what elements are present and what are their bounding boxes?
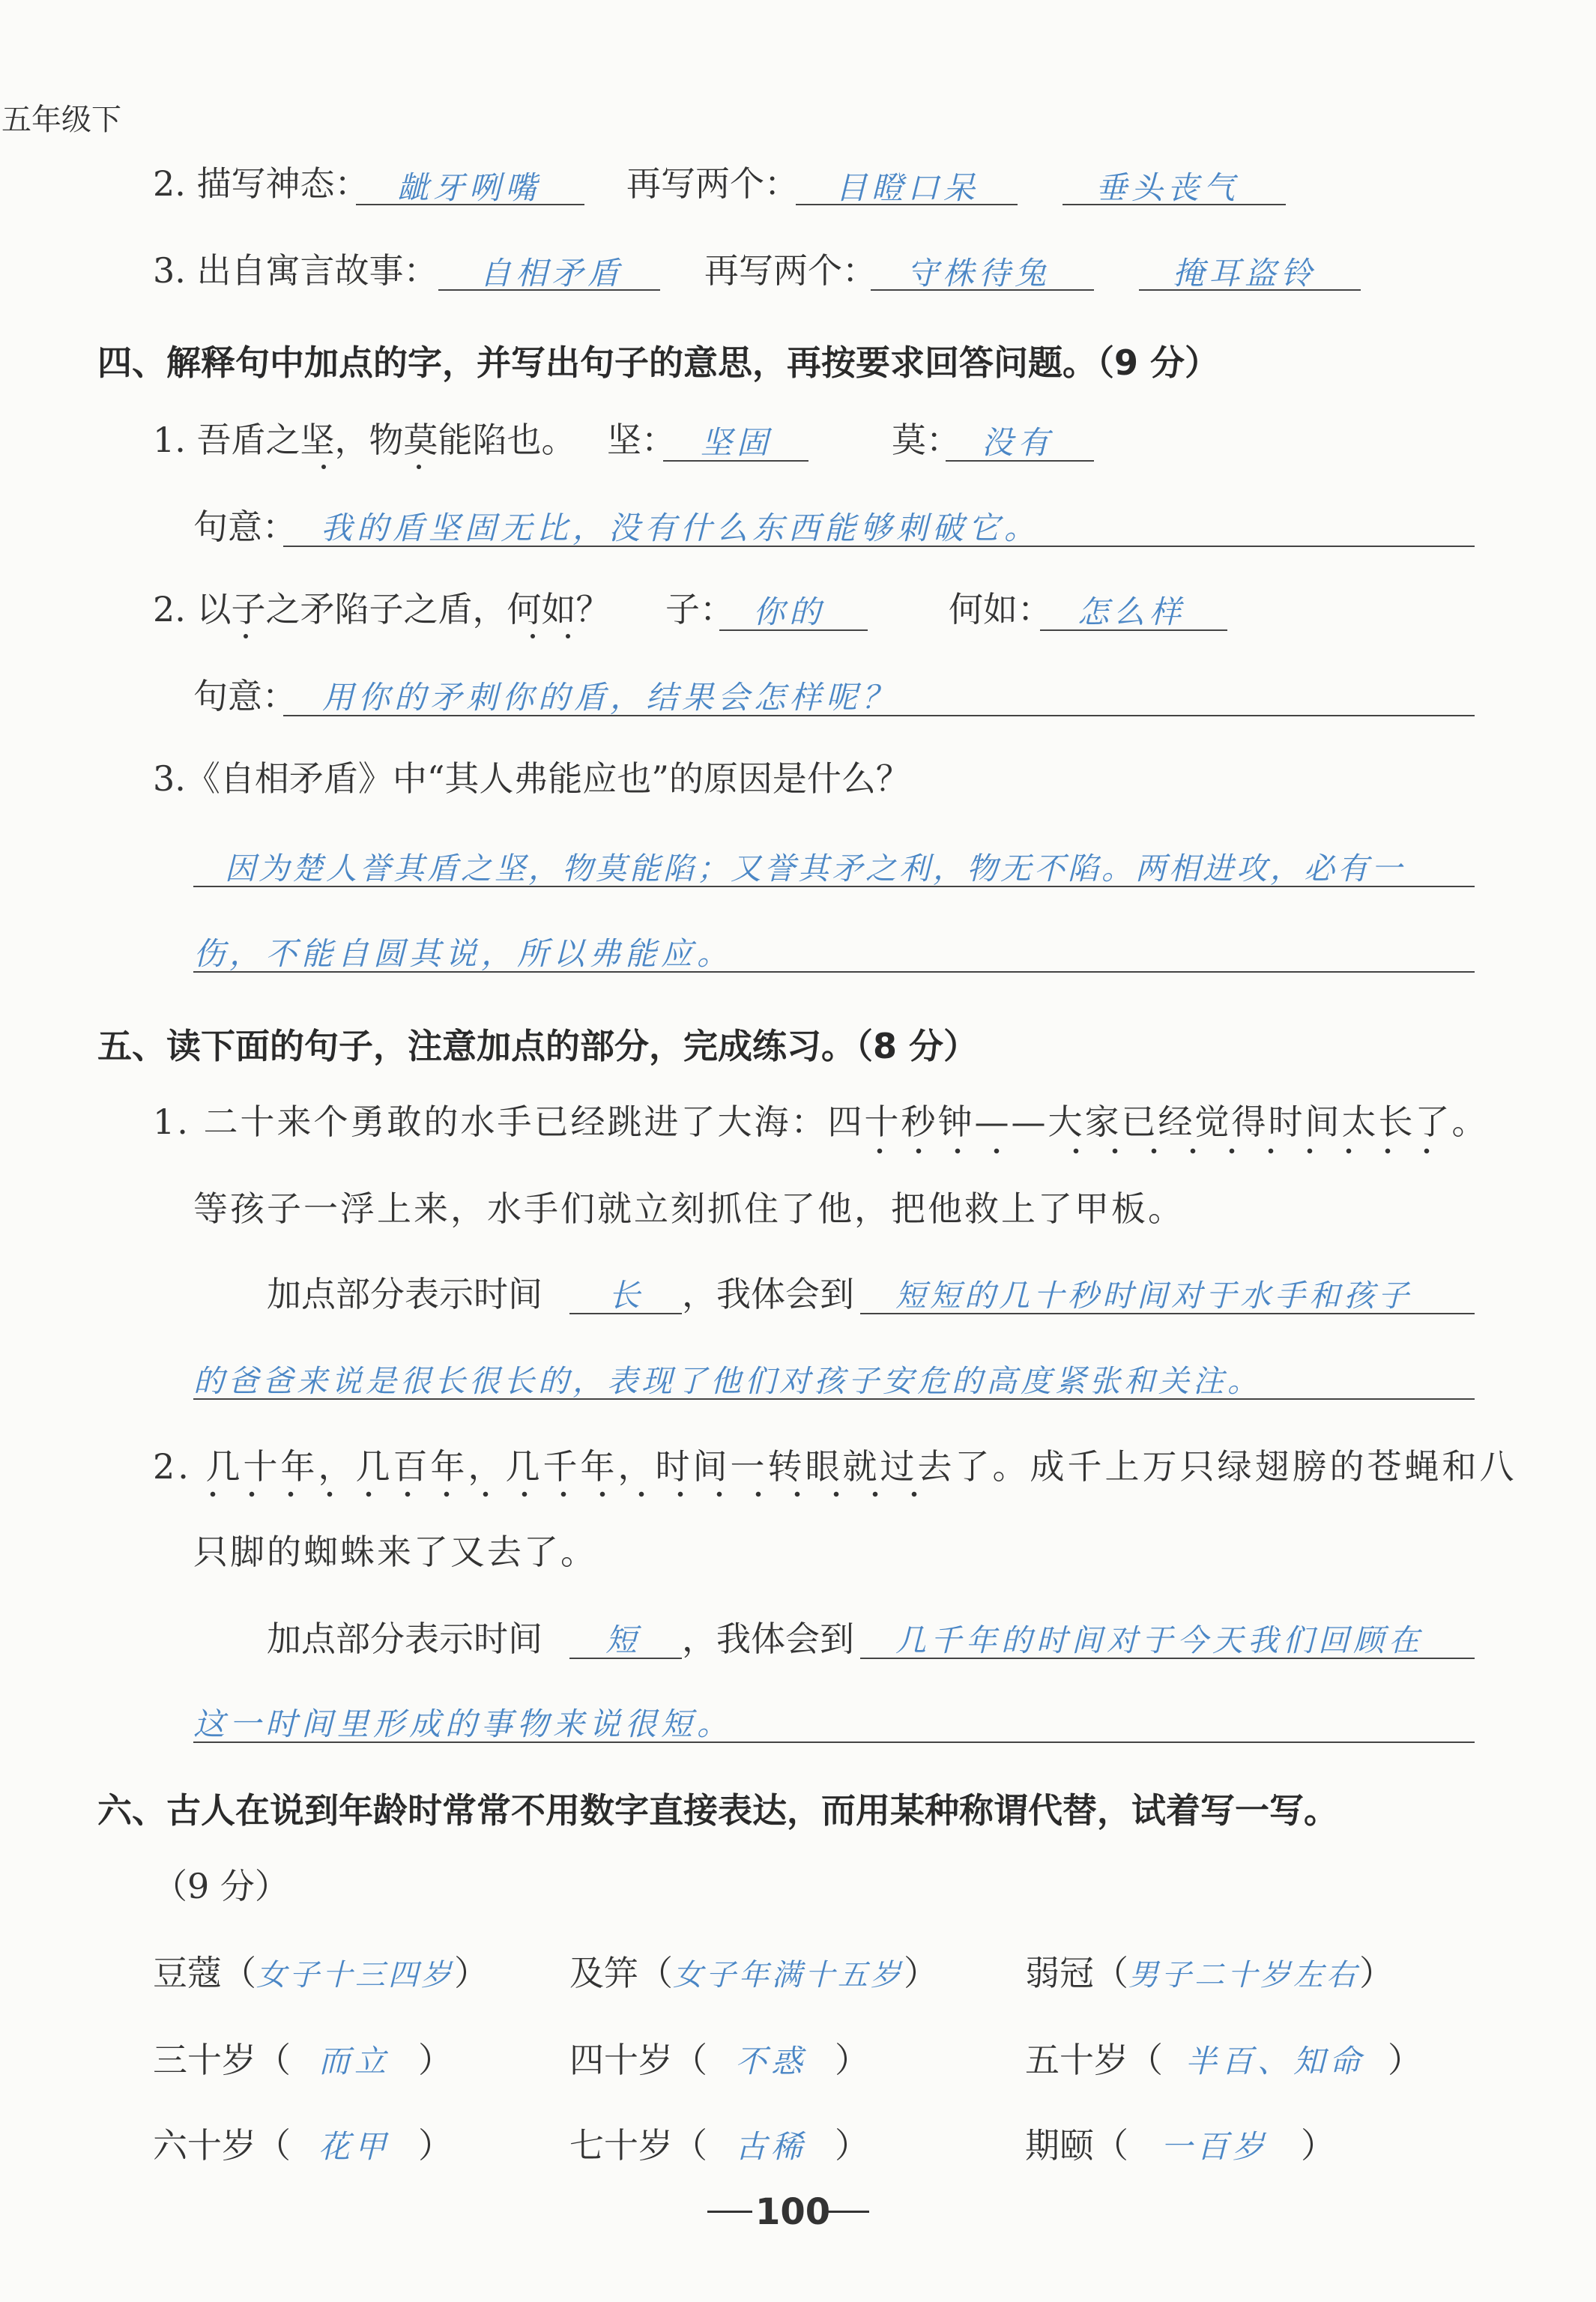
age-term: 七十岁（ 古稀 ） bbox=[569, 2125, 869, 2166]
answer-text: 掩耳盗铃 bbox=[1173, 255, 1317, 291]
question-label: 2. 描写神态： bbox=[153, 163, 369, 204]
age-term: 及笄（女子年满十五岁） bbox=[569, 1953, 938, 1993]
emphasis-dots bbox=[193, 1491, 935, 1497]
prompt-text: 再写两个： bbox=[626, 163, 799, 204]
answer-text: 怎么样 bbox=[1077, 593, 1186, 630]
meaning-label: 句意： bbox=[193, 507, 297, 547]
answer-text: 守株待兔 bbox=[907, 255, 1051, 291]
answer-text: 你的 bbox=[753, 593, 826, 630]
question-text: 3.《自相矛盾》中“其人弗能应也”的原因是什么？ bbox=[153, 758, 910, 799]
emphasis-dot bbox=[244, 634, 248, 638]
age-term: 三十岁（ 而立 ） bbox=[153, 2040, 453, 2080]
classical-sentence: 2. 以子之矛陷子之盾，何如？ bbox=[153, 589, 611, 629]
answer-text: 一百岁 bbox=[1160, 2128, 1269, 2165]
answer-text: 目瞪口呆 bbox=[835, 169, 980, 206]
answer-text: 用你的矛刺你的盾，结果会怎样呢？ bbox=[322, 679, 898, 716]
prompt-text: 再写两个： bbox=[704, 250, 877, 291]
passage-line: 1. 二十来个勇敢的水手已经跳进了大海：四十秒钟——大家已经觉得时间太长了。 bbox=[153, 1102, 1489, 1142]
emphasis-dot bbox=[321, 465, 326, 469]
section-6-score: （9 分） bbox=[153, 1866, 289, 1906]
key-char: 莫： bbox=[892, 420, 961, 460]
answer-text: 的爸爸来说是很长很长的，表现了他们对孩子安危的高度紧张和关注。 bbox=[193, 1363, 1262, 1399]
key-char: 坚： bbox=[607, 420, 676, 460]
question-label: 3. 出自寓言故事： bbox=[153, 250, 438, 291]
answer-text: 半百、知命 bbox=[1185, 2043, 1365, 2079]
emphasis-dots bbox=[1057, 1148, 1457, 1154]
answer-text: 古稀 bbox=[734, 2128, 807, 2165]
answer-text: 因为楚人誉其盾之坚，物莫能陷；又誉其矛之利，物无不陷。两相进攻，必有一 bbox=[225, 851, 1405, 886]
section-6-title: 六、古人在说到年龄时常常不用数字直接表达，而用某种称谓代替，试着写一写。 bbox=[97, 1790, 1338, 1831]
divider bbox=[707, 2211, 752, 2213]
passage-line: 等孩子一浮上来，水手们就立刻抓住了他，把他救上了甲板。 bbox=[193, 1188, 1185, 1229]
emphasis-dot bbox=[417, 465, 421, 469]
answer-text: 长 bbox=[608, 1277, 645, 1314]
passage-line: 2. 几十年，几百年，几千年，时间一转眼就过去了。成千上万只绿翅膀的苍蝇和八 bbox=[153, 1446, 1517, 1487]
age-term: 六十岁（ 花甲 ） bbox=[153, 2125, 453, 2166]
meaning-label: 句意： bbox=[193, 676, 297, 716]
answer-text: 几千年的时间对于今天我们回顾在 bbox=[895, 1622, 1424, 1658]
answer-text: 垂头丧气 bbox=[1095, 169, 1240, 206]
answer-text: 这一时间里形成的事物来说很短。 bbox=[193, 1706, 734, 1742]
divider bbox=[824, 2211, 869, 2213]
answer-text: 不惑 bbox=[734, 2043, 807, 2079]
answer-text: 坚固 bbox=[701, 424, 773, 461]
answer-text: 短短的几十秒时间对于水手和孩子 bbox=[895, 1278, 1412, 1314]
answer-text: 我的盾坚固无比，没有什么东西能够刺破它。 bbox=[321, 510, 1041, 546]
section-4-title: 四、解释句中加点的字，并写出句子的意思，再按要求回答问题。（9 分） bbox=[97, 342, 1220, 383]
answer-text: 女子十三四岁 bbox=[256, 1958, 454, 1993]
answer-text: 自相矛盾 bbox=[480, 255, 624, 291]
passage-line: 只脚的蜘蛛来了又去了。 bbox=[193, 1532, 597, 1572]
answer-text: 而立 bbox=[318, 2043, 390, 2079]
age-term: 弱冠（男子二十岁左右） bbox=[1025, 1953, 1394, 1993]
answer-text: 伤，不能自圆其说，所以弗能应。 bbox=[193, 935, 734, 972]
answer-text: 龇牙咧嘴 bbox=[397, 169, 542, 206]
prompt-text: 加点部分表示时间 bbox=[267, 1274, 542, 1314]
age-term: 期颐（ 一百岁 ） bbox=[1025, 2125, 1335, 2166]
prompt-text: ，我体会到 bbox=[682, 1274, 854, 1314]
prompt-text: ，我体会到 bbox=[682, 1619, 854, 1659]
classical-sentence: 1. 吾盾之坚，物莫能陷也。 bbox=[153, 420, 576, 460]
emphasis-dot bbox=[566, 634, 570, 638]
age-term: 四十岁（ 不惑 ） bbox=[569, 2040, 869, 2080]
answer-text: 男子二十岁左右 bbox=[1128, 1958, 1359, 1993]
age-term: 五十岁（ 半百、知命 ） bbox=[1025, 2040, 1422, 2080]
grade-header: 五年级下 bbox=[1, 103, 121, 137]
prompt-text: 加点部分表示时间 bbox=[267, 1619, 542, 1659]
answer-text: 花甲 bbox=[318, 2128, 390, 2165]
section-5-title: 五、读下面的句子，注意加点的部分，完成练习。（8 分） bbox=[97, 1026, 979, 1066]
emphasis-dots bbox=[860, 1148, 1018, 1154]
key-char: 子： bbox=[665, 589, 734, 629]
page-number-text: 100 bbox=[755, 2191, 831, 2233]
emphasis-dot bbox=[531, 634, 535, 638]
answer-text: 短 bbox=[605, 1622, 642, 1658]
age-term: 豆蔻（女子十三四岁） bbox=[153, 1953, 489, 1993]
answer-text: 没有 bbox=[982, 424, 1054, 461]
answer-text: 女子年满十五岁 bbox=[673, 1958, 904, 1993]
key-char: 何如： bbox=[949, 589, 1052, 629]
